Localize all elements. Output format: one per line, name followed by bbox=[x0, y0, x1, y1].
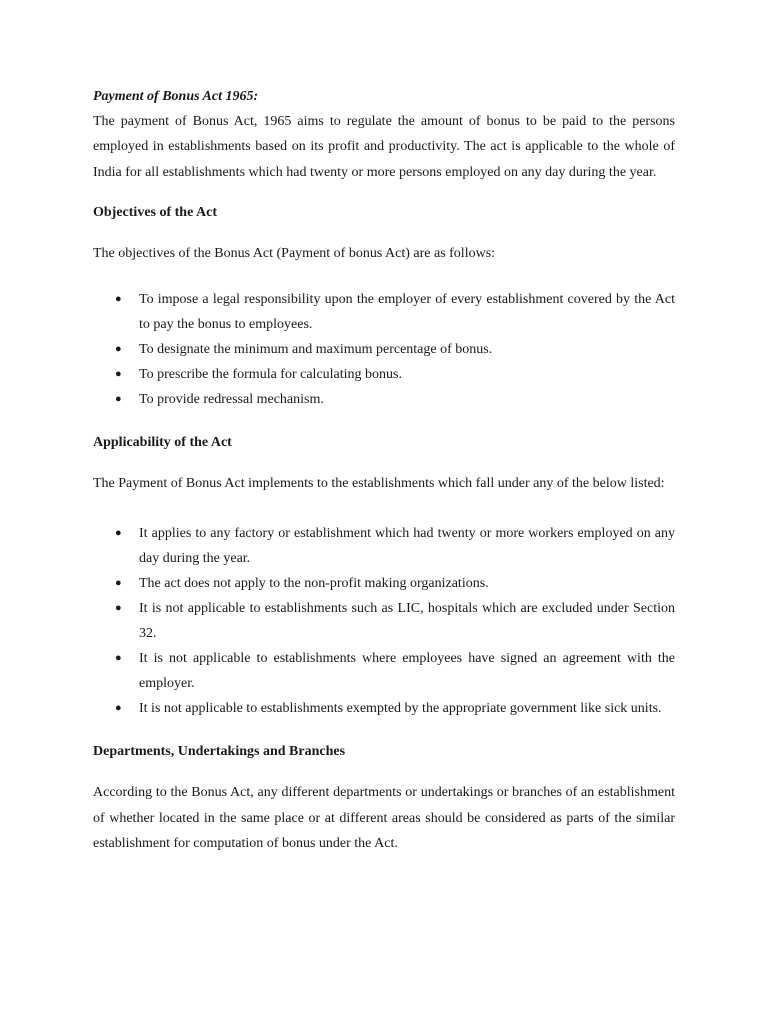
list-item bbox=[115, 646, 675, 696]
departments-heading: Departments, Undertakings and Branches bbox=[93, 744, 346, 760]
intro-paragraph: The payment of Bonus Act, 1965 aims to regulate the amount of bonus to be paid to the persons employed in establishments based on its profit and productivity. The act is applicable to the whole of India for all establishments which had twenty or more persons employed on any day during the year. bbox=[93, 114, 675, 180]
bullet-icon: ● bbox=[115, 602, 122, 615]
bullet-icon: ● bbox=[115, 702, 122, 715]
applicability-heading: Applicability of the Act bbox=[93, 435, 232, 451]
list-item-text: It is not applicable to establishments such as LIC, hospitals which are excluded under Section 32. bbox=[139, 601, 675, 642]
list-item-text: It applies to any factory or establishment which had twenty or more workers employed on any day during the year. bbox=[139, 526, 675, 567]
bullet-icon: ● bbox=[115, 368, 122, 381]
list-item-text: To impose a legal responsibility upon the employer of every establishment covered by the Act to pay the bonus to employees. bbox=[139, 292, 675, 333]
list-item-text: To prescribe the formula for calculating bonus. bbox=[139, 367, 402, 383]
bullet-icon: ● bbox=[115, 343, 122, 356]
bullet-icon: ● bbox=[115, 527, 122, 540]
list-item bbox=[115, 571, 675, 596]
objectives-list bbox=[93, 287, 675, 412]
list-item bbox=[115, 696, 675, 721]
objectives-heading: Objectives of the Act bbox=[93, 204, 218, 220]
applicability-lead: The Payment of Bonus Act implements to the establishments which fall under any of the below listed: bbox=[93, 476, 665, 492]
list-item bbox=[115, 387, 675, 412]
list-item bbox=[115, 337, 675, 362]
bullet-icon: ● bbox=[115, 393, 122, 406]
list-item bbox=[115, 287, 675, 337]
objectives-lead: The objectives of the Bonus Act (Payment of bonus Act) are as follows: bbox=[93, 245, 496, 261]
departments-paragraph: According to the Bonus Act, any different departments or undertakings or branches of an establishment of whether located in the same place or at different areas should be considered as parts of the similar establishment for computation of bonus under the Act. bbox=[93, 785, 675, 852]
list-item-text: It is not applicable to establishments exempted by the appropriate government like sick units. bbox=[139, 701, 662, 717]
bullet-icon: ● bbox=[115, 652, 122, 665]
list-item bbox=[115, 596, 675, 646]
bullet-icon: ● bbox=[115, 293, 122, 306]
list-item-text: The act does not apply to the non-profit making organizations. bbox=[139, 576, 489, 592]
list-item bbox=[115, 521, 675, 571]
bullet-icon: ● bbox=[115, 577, 122, 590]
document-page bbox=[93, 84, 675, 856]
list-item-text: To provide redressal mechanism. bbox=[139, 392, 324, 408]
list-item bbox=[115, 362, 675, 387]
document-title: Payment of Bonus Act 1965: bbox=[93, 89, 259, 104]
applicability-list bbox=[93, 521, 675, 721]
list-item-text: To designate the minimum and maximum percentage of bonus. bbox=[139, 342, 493, 358]
list-item-text: It is not applicable to establishments where employees have signed an agreement with the employer. bbox=[139, 651, 675, 692]
